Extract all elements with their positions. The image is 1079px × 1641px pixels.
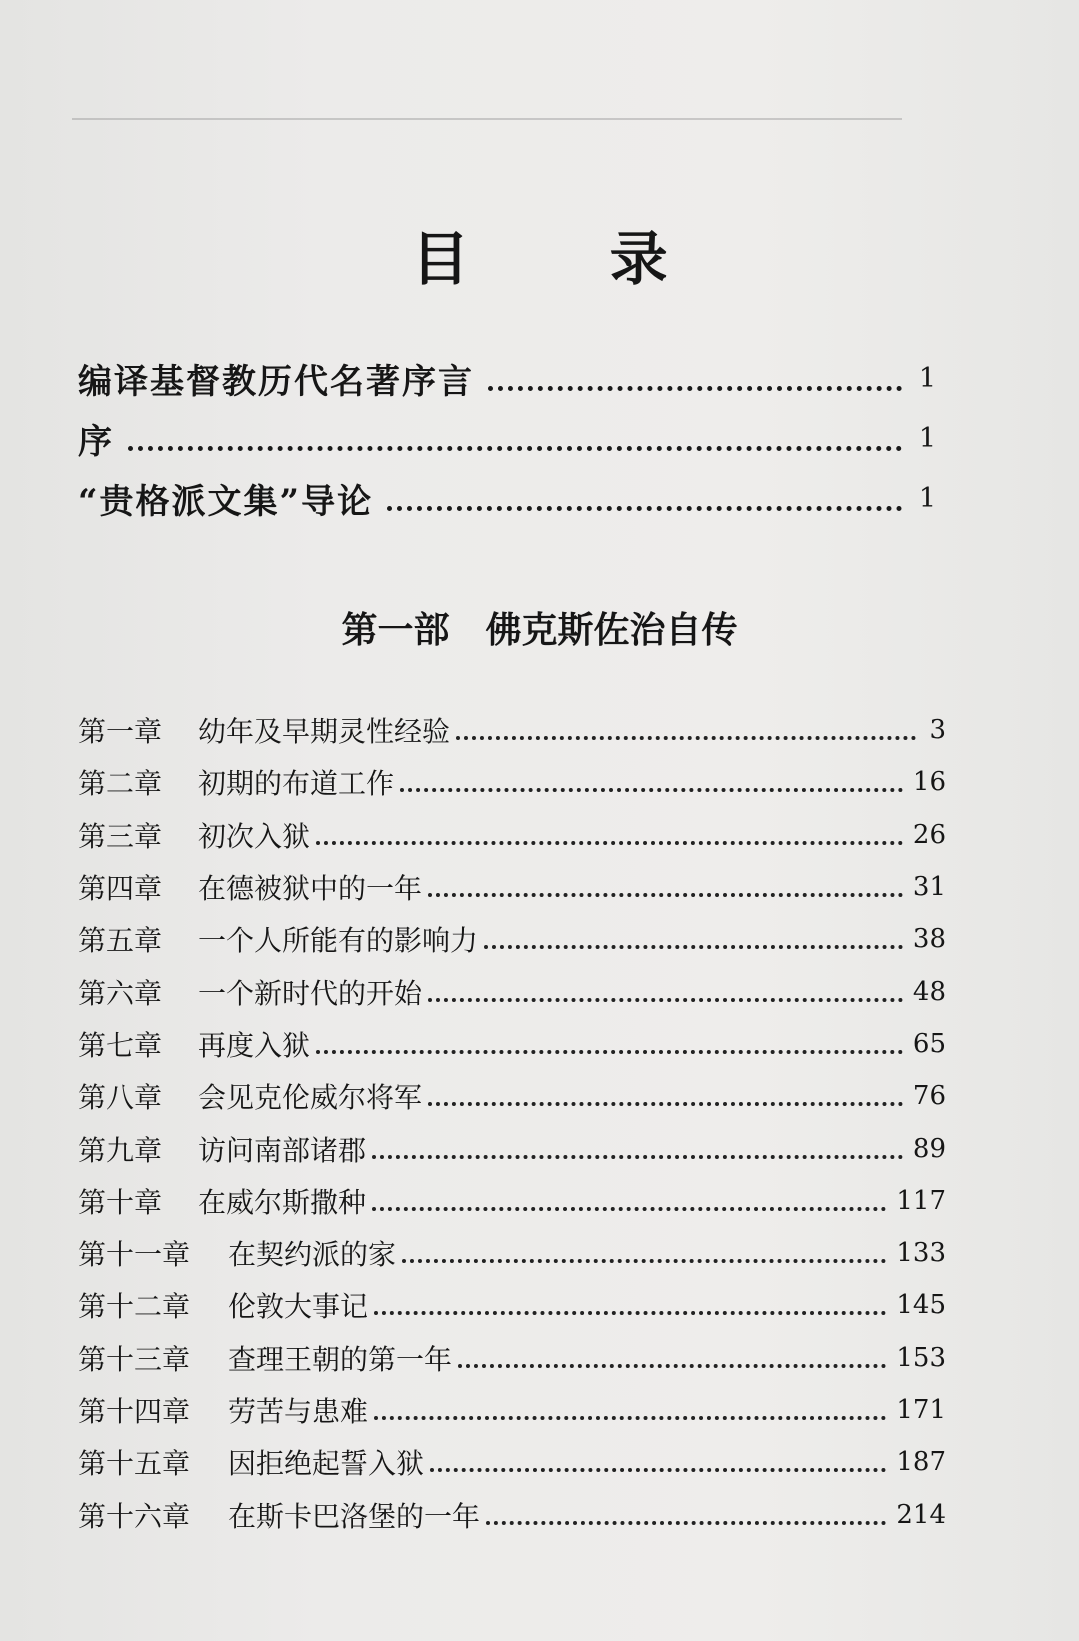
- chapter-title: 访问南部诸郡: [198, 1133, 367, 1167]
- chapter-number: 第十四章: [78, 1395, 191, 1428]
- dot-leader: [402, 1259, 886, 1263]
- chapter-title: 幼年及早期灵性经验: [198, 715, 451, 749]
- dot-leader: [428, 893, 903, 897]
- dot-leader: [428, 998, 903, 1002]
- chapter-row: [78, 1488, 946, 1540]
- chapter-row: [78, 1227, 946, 1279]
- page-title: 目 录: [411, 225, 728, 293]
- chapter-title: 初次入狱: [198, 819, 311, 853]
- chapter-list: [78, 704, 946, 1541]
- chapter-title: 在威尔斯撒种: [198, 1185, 367, 1219]
- dot-leader: [316, 841, 903, 845]
- dot-leader: [484, 945, 903, 949]
- dot-leader: [486, 1521, 886, 1525]
- page-number: 171: [896, 1395, 946, 1425]
- page-number: 65: [912, 1028, 946, 1059]
- chapter-number: 第八章: [78, 1081, 163, 1115]
- chapter-row: [78, 913, 946, 965]
- chapter-row: [78, 1175, 946, 1227]
- chapter-number: 第七章: [78, 1028, 163, 1062]
- front-matter-label: 序: [78, 421, 114, 462]
- front-matter-row: [78, 412, 938, 464]
- dot-leader: [387, 506, 902, 511]
- chapter-number: 第六章: [78, 976, 163, 1010]
- chapter-number: 第四章: [78, 872, 163, 906]
- chapter-number: 第十一章: [78, 1238, 191, 1272]
- chapter-row: [78, 1122, 946, 1174]
- page-number: 214: [896, 1499, 946, 1530]
- page-number: 16: [912, 767, 946, 798]
- page-number: 1: [918, 422, 938, 454]
- page-number: 1: [918, 482, 938, 514]
- page-number: 153: [896, 1342, 946, 1373]
- part-heading: 第一部 佛克斯佐治自传: [341, 610, 738, 651]
- dot-leader: [128, 446, 902, 451]
- chapter-number: 第十六章: [78, 1499, 191, 1533]
- page-number: 26: [912, 819, 946, 850]
- chapter-title: 初期的布道工作: [198, 767, 395, 801]
- chapter-row: [78, 965, 946, 1017]
- chapter-row: [78, 756, 946, 808]
- chapter-number: 第十三章: [78, 1342, 191, 1376]
- page-number: 38: [912, 924, 946, 955]
- dot-leader: [372, 1207, 886, 1211]
- front-matter-row: [78, 352, 938, 404]
- dot-leader: [372, 1155, 903, 1159]
- bleed-through-rule: [72, 118, 902, 120]
- dot-leader: [374, 1311, 886, 1315]
- page-number: 133: [896, 1238, 946, 1269]
- dot-leader: [430, 1468, 886, 1472]
- dot-leader: [458, 1364, 886, 1368]
- chapter-title: 在斯卡巴洛堡的一年: [228, 1499, 481, 1533]
- chapter-row: [78, 1436, 946, 1488]
- chapter-title: 伦敦大事记: [228, 1290, 369, 1324]
- dot-leader: [316, 1050, 903, 1054]
- chapter-row: [78, 1018, 946, 1070]
- page-number: 76: [912, 1081, 946, 1112]
- chapter-number: 第十章: [78, 1185, 163, 1219]
- chapter-row: [78, 861, 946, 913]
- chapter-title: 劳苦与患难: [228, 1395, 369, 1428]
- page-number: 48: [912, 976, 946, 1007]
- chapter-title: 再度入狱: [198, 1028, 311, 1062]
- page-number: 187: [896, 1447, 946, 1478]
- dot-leader: [374, 1416, 886, 1420]
- chapter-title: 一个新时代的开始: [198, 976, 423, 1010]
- chapter-title: 查理王朝的第一年: [228, 1342, 453, 1376]
- chapter-title: 因拒绝起誓入狱: [228, 1447, 425, 1481]
- chapter-number: 第二章: [78, 767, 163, 801]
- dot-leader: [428, 1102, 903, 1106]
- chapter-title: 会见克伦威尔将军: [198, 1081, 423, 1115]
- chapter-title: 在德被狱中的一年: [198, 872, 423, 906]
- front-matter-label: 编译基督教历代名著序言: [78, 361, 474, 402]
- page-number: 31: [912, 872, 946, 903]
- chapter-number: 第一章: [78, 715, 163, 749]
- dot-leader: [488, 386, 902, 391]
- front-matter-label: “贵格派文集”导论: [78, 481, 374, 522]
- chapter-row: [78, 1279, 946, 1331]
- chapter-row: [78, 809, 946, 861]
- page-number: 1: [918, 362, 938, 394]
- chapter-number: 第十二章: [78, 1290, 191, 1324]
- page-number: 89: [912, 1133, 946, 1164]
- chapter-row: [78, 1384, 946, 1436]
- chapter-row: [78, 1332, 946, 1384]
- chapter-number: 第九章: [78, 1133, 163, 1167]
- chapter-row: [78, 704, 946, 756]
- page-number: 145: [896, 1290, 946, 1321]
- chapter-number: 第五章: [78, 924, 163, 958]
- chapter-title: 在契约派的家: [228, 1238, 397, 1272]
- chapter-number: 第三章: [78, 819, 163, 853]
- page-number: 117: [896, 1185, 946, 1216]
- chapter-title: 一个人所能有的影响力: [198, 924, 479, 958]
- page-number: 3: [929, 715, 946, 746]
- dot-leader: [400, 788, 903, 792]
- dot-leader: [456, 736, 916, 740]
- front-matter-row: [78, 472, 938, 524]
- chapter-row: [78, 1070, 946, 1122]
- chapter-number: 第十五章: [78, 1447, 191, 1481]
